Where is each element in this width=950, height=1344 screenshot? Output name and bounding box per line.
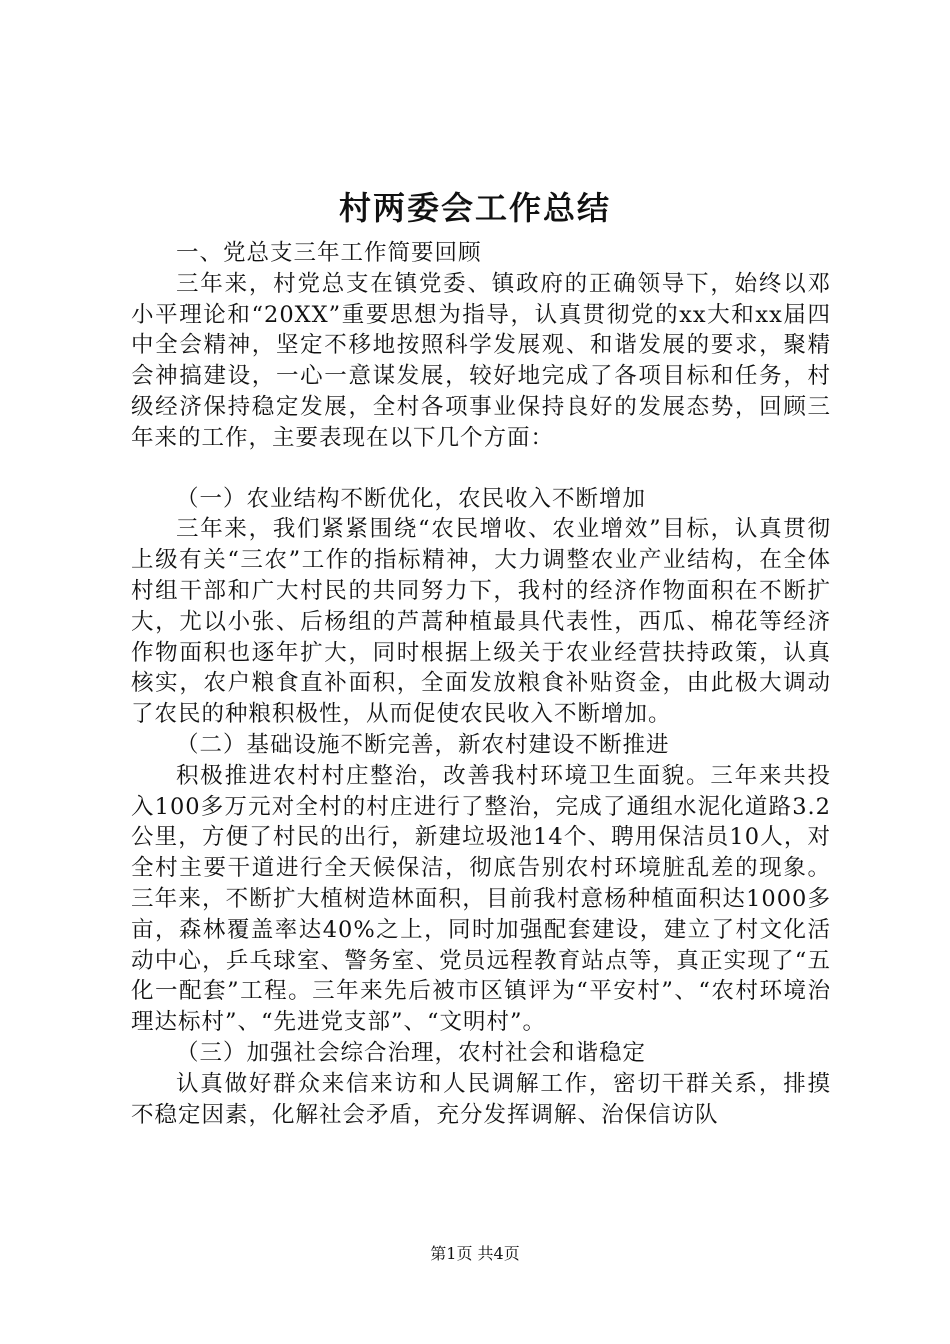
page-number: 第1页 共4页 [430,1244,520,1263]
subsection-heading: （三）加强社会综合治理，农村社会和谐稳定 [176,1039,647,1066]
paragraph: 三年来，我们紧紧围绕“农民增收、农业增效”目标，认真贯彻上级有关“三农”工作的指标精神，大力调整农业产业结构，在全体村组干部和广大村民的共同努力下，我村的经济作物面积在不断扩大，尤以小张、后杨组的芦蒿种植最具代表性，西瓜、棉花等经济作物面积也逐年扩大，同时根据上级关于农业经营扶持政策，认真核实，农户粮食直补面积，全面发放粮食补贴资金，由此极大调动了农民的种粮积极性，从而促使农民收入不断增加。 [131,516,831,728]
paragraph: 积极推进农村村庄整治，改善我村环境卫生面貌。三年来共投入100多万元对全村的村庄进行了整治，完成了通组水泥化道路3.2公里，方便了村民的出行，新建垃圾池14个、聘用保洁员10人，对全村主要干道进行全天候保洁，彻底告别农村环境脏乱差的现象。三年来，不断扩大植树造林面积，目前我村意杨种植面积达1000多亩，森林覆盖率达40%之上，同时加强配套建设，建立了村文化活动中心，乒乓球室、警务室、党员远程教育站点等，真正实现了“五化一配套”工程。三年来先后被市区镇评为“平安村”、“农村环境治理达标村”、“先进党支部”、“文明村”。 [131,762,831,1036]
document-title: 村两委会工作总结 [338,189,611,227]
subsection-heading: （一）农业结构不断优化，农民收入不断增加 [176,485,647,512]
section-heading: 一、党总支三年工作简要回顾 [176,240,482,266]
document-body [131,238,831,1130]
paragraph: 三年来，村党总支在镇党委、镇政府的正确领导下，始终以邓小平理论和“20XX”重要思想为指导，认真贯彻党的xx大和xx届四中全会精神，坚定不移地按照科学发展观、和谐发展的要求，聚精会神搞建设，一心一意谋发展，较好地完成了各项目标和任务，村级经济保持稳定发展，全村各项事业保持良好的发展态势，回顾三年来的工作，主要表现在以下几个方面： [131,270,831,451]
paragraph: 认真做好群众来信来访和人民调解工作，密切干群关系，排摸不稳定因素，化解社会矛盾，充分发挥调解、治保信访队 [131,1070,831,1128]
paragraph-spacer [131,454,831,484]
subsection-heading: （二）基础设施不断完善，新农村建设不断推进 [176,731,670,758]
